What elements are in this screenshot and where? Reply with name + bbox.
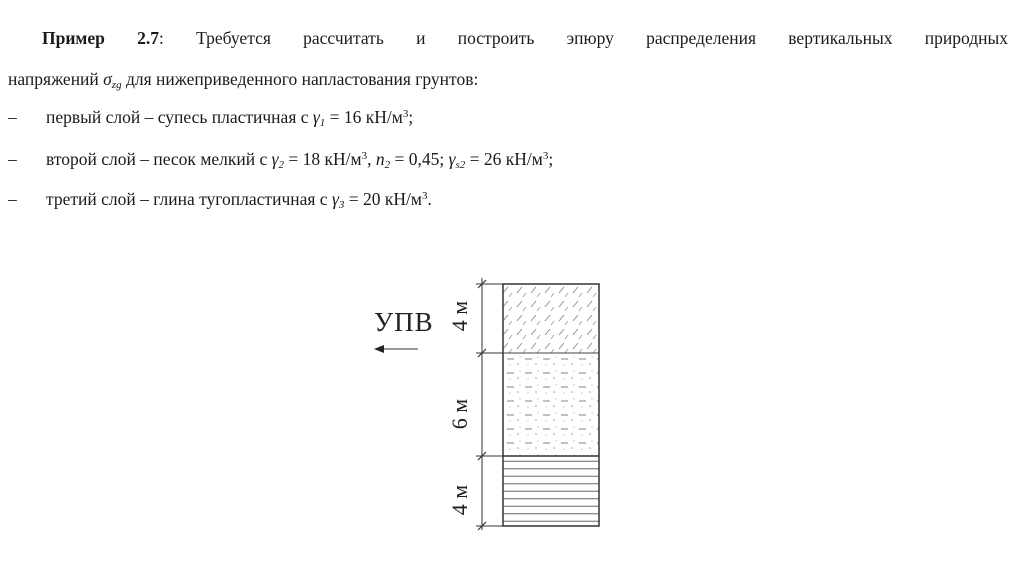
gamma-subscript: 3 [338,199,345,211]
unit-superscript: 3 [542,150,549,162]
soil-profile-figure [360,270,620,540]
gamma-s-symbol: γ [448,149,456,169]
intro-text: Требуется рассчитать и построить эпюру распределения вертикальных природных [163,28,1008,48]
sigma-subscript: zg [111,79,122,91]
layer-2-value: = 18 кН/м [284,149,362,169]
gamma-symbol: γ [271,149,279,169]
intro-text-2a: напряжений [8,69,104,89]
water-level-label: УПВ [374,307,434,337]
layer-1-value: = 16 кН/м [325,107,403,127]
layer-2-tail: ; [548,149,554,169]
sigma-symbol: σ [103,69,112,89]
layer-3-tail: . [427,189,432,209]
layer-1-sandy-loam [503,284,599,353]
example-title: Пример 2.7 [42,28,159,48]
layer-1-tail: ; [408,107,414,127]
unit-superscript: 3 [361,150,368,162]
problem-intro-line [42,28,1008,48]
gamma-subscript: 2 [278,159,285,171]
layer-3-value: = 20 кН/м [344,189,422,209]
porosity-symbol: n [375,149,385,169]
layer-2-text: второй слой – песок мелкий с [46,149,272,169]
layer-1-text: первый слой – супесь пластичная с [46,107,313,127]
list-dash: – [8,107,17,127]
gamma-symbol: γ [312,107,320,127]
title-colon: : [159,28,164,48]
list-dash: – [8,149,17,169]
depth-label-layer-2: 6 м [447,398,472,430]
list-item-layer-2 [8,149,553,169]
list-dash: – [8,189,17,209]
unit-superscript: 3 [421,190,428,202]
layer-2-fine-sand [503,353,599,456]
gamma-s-value: = 26 кН/м [465,149,543,169]
gamma-subscript: 1 [319,117,326,129]
list-item-layer-1 [8,107,413,127]
problem-intro-line-2 [8,69,478,89]
unit-superscript: 3 [402,108,409,120]
layer-3-clay [503,456,599,526]
intro-text-2b: для нижеприведенного напластования грунтов: [121,69,479,89]
gamma-symbol: γ [331,189,339,209]
layer-3-text: третий слой – глина тугопластичная с [46,189,332,209]
gamma-s-subscript: s2 [455,159,466,171]
water-level-arrow-icon [374,345,384,353]
layer-2-sep: , [367,149,376,169]
depth-label-layer-1: 4 м [447,300,472,332]
list-item-layer-3 [8,189,432,209]
porosity-subscript: 2 [384,159,391,171]
depth-label-layer-3: 4 м [447,484,472,516]
porosity-value: = 0,45; [390,149,449,169]
